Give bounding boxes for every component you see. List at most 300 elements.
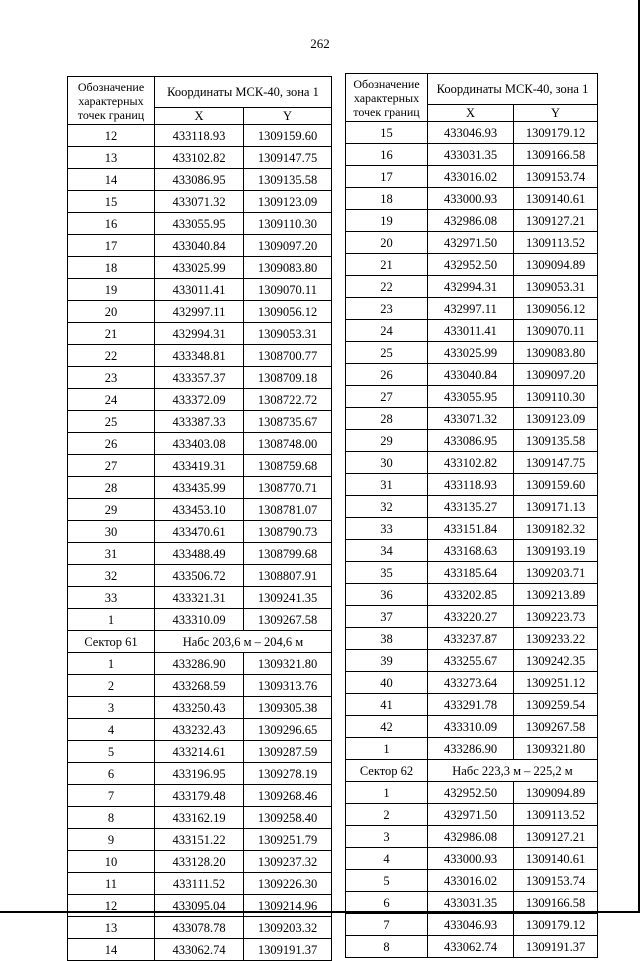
y-coordinate-cell: 1308748.00 <box>244 433 332 455</box>
x-coordinate-cell: 433071.32 <box>155 191 244 213</box>
y-coordinate-cell: 1309166.58 <box>514 144 598 166</box>
y-coordinate-cell: 1308770.71 <box>244 477 332 499</box>
point-number-cell: 5 <box>68 741 155 763</box>
x-coordinate-cell: 433055.95 <box>428 386 514 408</box>
y-coordinate-cell: 1309140.61 <box>514 848 598 870</box>
y-coordinate-cell: 1309305.38 <box>244 697 332 719</box>
table-row <box>346 496 598 518</box>
x-coordinate-cell: 432986.08 <box>428 210 514 232</box>
table-row <box>346 430 598 452</box>
point-number-cell: 8 <box>68 807 155 829</box>
point-number-cell: 4 <box>68 719 155 741</box>
point-number-cell: 12 <box>68 895 155 917</box>
x-coordinate-cell: 433357.37 <box>155 367 244 389</box>
point-number-cell: 21 <box>346 254 428 276</box>
x-coordinate-cell: 433214.61 <box>155 741 244 763</box>
table-row <box>68 675 332 697</box>
table-row <box>346 364 598 386</box>
point-number-cell: 30 <box>346 452 428 474</box>
table-row <box>346 386 598 408</box>
point-number-cell: 41 <box>346 694 428 716</box>
y-coordinate-cell: 1309226.30 <box>244 873 332 895</box>
table-row <box>346 540 598 562</box>
table-row <box>346 826 598 848</box>
x-coordinate-cell: 433151.22 <box>155 829 244 851</box>
y-coordinate-cell: 1309203.32 <box>244 917 332 939</box>
point-number-cell: 13 <box>68 917 155 939</box>
point-number-cell: 35 <box>346 562 428 584</box>
table-row <box>346 804 598 826</box>
x-coordinate-cell: 433237.87 <box>428 628 514 650</box>
x-coordinate-cell: 433071.32 <box>428 408 514 430</box>
point-number-cell: 15 <box>346 122 428 144</box>
point-number-cell: 24 <box>68 389 155 411</box>
x-coordinate-cell: 433102.82 <box>428 452 514 474</box>
table-row <box>346 650 598 672</box>
point-number-cell: 33 <box>346 518 428 540</box>
table-row <box>346 276 598 298</box>
y-coordinate-cell: 1309287.59 <box>244 741 332 763</box>
x-coordinate-cell: 432952.50 <box>428 254 514 276</box>
x-coordinate-cell: 433151.84 <box>428 518 514 540</box>
table-row <box>346 408 598 430</box>
table-row <box>346 122 598 144</box>
table-row <box>68 609 332 631</box>
table-row <box>346 320 598 342</box>
point-number-cell: 10 <box>68 851 155 873</box>
y-coordinate-cell: 1309321.80 <box>244 653 332 675</box>
point-number-cell: 13 <box>68 147 155 169</box>
table-row <box>68 323 332 345</box>
y-coordinate-cell: 1309268.46 <box>244 785 332 807</box>
y-coordinate-cell: 1309056.12 <box>514 298 598 320</box>
point-number-cell: 17 <box>68 235 155 257</box>
point-number-cell: 22 <box>68 345 155 367</box>
x-coordinate-cell: 433078.78 <box>155 917 244 939</box>
table-row <box>346 716 598 738</box>
table-row <box>346 342 598 364</box>
x-coordinate-cell: 433291.78 <box>428 694 514 716</box>
y-coordinate-cell: 1309110.30 <box>244 213 332 235</box>
point-number-cell: 26 <box>346 364 428 386</box>
y-coordinate-cell: 1309094.89 <box>514 782 598 804</box>
y-coordinate-cell: 1309083.80 <box>244 257 332 279</box>
x-coordinate-cell: 433179.48 <box>155 785 244 807</box>
table-row <box>68 939 332 961</box>
y-coordinate-cell: 1309213.89 <box>514 584 598 606</box>
y-coordinate-cell: 1308722.72 <box>244 389 332 411</box>
point-number-cell: 17 <box>346 166 428 188</box>
y-coordinate-cell: 1309113.52 <box>514 804 598 826</box>
table-row <box>346 452 598 474</box>
table-row <box>346 254 598 276</box>
table-row <box>346 166 598 188</box>
table-row <box>68 279 332 301</box>
y-coordinate-cell: 1309140.61 <box>514 188 598 210</box>
table-row <box>68 587 332 609</box>
y-coordinate-cell: 1309070.11 <box>244 279 332 301</box>
x-coordinate-cell: 433000.93 <box>428 848 514 870</box>
x-coordinate-cell: 433031.35 <box>428 144 514 166</box>
x-coordinate-cell: 433286.90 <box>155 653 244 675</box>
x-coordinate-cell: 433031.35 <box>428 892 514 914</box>
x-coordinate-cell: 433135.27 <box>428 496 514 518</box>
y-coordinate-cell: 1309203.71 <box>514 562 598 584</box>
table-row <box>68 147 332 169</box>
x-coordinate-cell: 433111.52 <box>155 873 244 895</box>
x-coordinate-cell: 433086.95 <box>428 430 514 452</box>
table-row <box>68 917 332 939</box>
x-coordinate-cell: 433118.93 <box>428 474 514 496</box>
y-coordinate-cell: 1308735.67 <box>244 411 332 433</box>
x-coordinate-cell: 433016.02 <box>428 870 514 892</box>
x-coordinate-cell: 433310.09 <box>428 716 514 738</box>
point-number-cell: 31 <box>68 543 155 565</box>
point-number-cell: 1 <box>346 782 428 804</box>
sector-name: Сектор 61 <box>68 631 155 653</box>
x-coordinate-cell: 433128.20 <box>155 851 244 873</box>
table-row <box>68 807 332 829</box>
x-coordinate-cell: 433202.85 <box>428 584 514 606</box>
point-number-cell: 14 <box>68 169 155 191</box>
x-coordinate-cell: 433321.31 <box>155 587 244 609</box>
x-coordinate-cell: 433196.95 <box>155 763 244 785</box>
y-coordinate-cell: 1309259.54 <box>514 694 598 716</box>
y-coordinate-cell: 1309267.58 <box>244 609 332 631</box>
header-coordinates: Координаты МСК-40, зона 1 <box>428 74 598 105</box>
x-coordinate-cell: 433162.19 <box>155 807 244 829</box>
x-coordinate-cell: 433086.95 <box>155 169 244 191</box>
y-coordinate-cell: 1309135.58 <box>244 169 332 191</box>
point-number-cell: 38 <box>346 628 428 650</box>
point-number-cell: 29 <box>68 499 155 521</box>
y-coordinate-cell: 1309094.89 <box>514 254 598 276</box>
coordinates-table-left <box>67 76 332 961</box>
x-coordinate-cell: 433046.93 <box>428 914 514 936</box>
y-coordinate-cell: 1309242.35 <box>514 650 598 672</box>
y-coordinate-cell: 1309097.20 <box>244 235 332 257</box>
x-coordinate-cell: 432986.08 <box>428 826 514 848</box>
table-row <box>68 895 332 917</box>
table-row <box>68 301 332 323</box>
x-coordinate-cell: 433453.10 <box>155 499 244 521</box>
sector-depth: Набс 203,6 м – 204,6 м <box>155 631 332 653</box>
y-coordinate-cell: 1309153.74 <box>514 870 598 892</box>
y-coordinate-cell: 1309135.58 <box>514 430 598 452</box>
x-coordinate-cell: 433220.27 <box>428 606 514 628</box>
point-number-cell: 32 <box>346 496 428 518</box>
page-number: 262 <box>310 36 330 51</box>
x-coordinate-cell: 432997.11 <box>428 298 514 320</box>
table-row <box>68 521 332 543</box>
y-coordinate-cell: 1309127.21 <box>514 210 598 232</box>
y-coordinate-cell: 1309237.32 <box>244 851 332 873</box>
table-row <box>346 738 598 760</box>
x-coordinate-cell: 433348.81 <box>155 345 244 367</box>
y-coordinate-cell: 1309251.79 <box>244 829 332 851</box>
y-coordinate-cell: 1309296.65 <box>244 719 332 741</box>
point-number-cell: 29 <box>346 430 428 452</box>
table-row <box>346 144 598 166</box>
table-row <box>346 870 598 892</box>
y-coordinate-cell: 1309123.09 <box>514 408 598 430</box>
point-number-cell: 33 <box>68 587 155 609</box>
y-coordinate-cell: 1309179.12 <box>514 122 598 144</box>
point-number-cell: 15 <box>68 191 155 213</box>
table-row <box>68 257 332 279</box>
point-number-cell: 28 <box>68 477 155 499</box>
table-row <box>346 188 598 210</box>
point-number-cell: 27 <box>68 455 155 477</box>
point-number-cell: 21 <box>68 323 155 345</box>
y-coordinate-cell: 1309251.12 <box>514 672 598 694</box>
y-coordinate-cell: 1309182.32 <box>514 518 598 540</box>
y-coordinate-cell: 1308807.91 <box>244 565 332 587</box>
y-coordinate-cell: 1309179.12 <box>514 914 598 936</box>
x-coordinate-cell: 433488.49 <box>155 543 244 565</box>
point-number-cell: 2 <box>346 804 428 826</box>
header-x: X <box>155 108 244 125</box>
table-row <box>68 785 332 807</box>
y-coordinate-cell: 1309056.12 <box>244 301 332 323</box>
y-coordinate-cell: 1308781.07 <box>244 499 332 521</box>
y-coordinate-cell: 1309083.80 <box>514 342 598 364</box>
y-coordinate-cell: 1308759.68 <box>244 455 332 477</box>
sector-name: Сектор 62 <box>346 760 428 782</box>
point-number-cell: 16 <box>68 213 155 235</box>
sector-row <box>68 631 332 653</box>
header-y: Y <box>244 108 332 125</box>
y-coordinate-cell: 1309223.73 <box>514 606 598 628</box>
point-number-cell: 6 <box>68 763 155 785</box>
y-coordinate-cell: 1308709.18 <box>244 367 332 389</box>
table-row <box>68 851 332 873</box>
y-coordinate-cell: 1309053.31 <box>244 323 332 345</box>
table-row <box>346 694 598 716</box>
table-row <box>68 191 332 213</box>
table-row <box>346 848 598 870</box>
point-number-cell: 3 <box>68 697 155 719</box>
table-row <box>68 389 332 411</box>
point-number-cell: 20 <box>68 301 155 323</box>
table-row <box>68 565 332 587</box>
table-row <box>346 606 598 628</box>
point-number-cell: 19 <box>68 279 155 301</box>
x-coordinate-cell: 433372.09 <box>155 389 244 411</box>
table-row <box>68 367 332 389</box>
table-body-left <box>68 125 332 961</box>
table-row <box>68 169 332 191</box>
y-coordinate-cell: 1309258.40 <box>244 807 332 829</box>
x-coordinate-cell: 433025.99 <box>428 342 514 364</box>
x-coordinate-cell: 432997.11 <box>155 301 244 323</box>
y-coordinate-cell: 1308799.68 <box>244 543 332 565</box>
x-coordinate-cell: 433016.02 <box>428 166 514 188</box>
y-coordinate-cell: 1309171.13 <box>514 496 598 518</box>
point-number-cell: 4 <box>346 848 428 870</box>
x-coordinate-cell: 433286.90 <box>428 738 514 760</box>
point-number-cell: 7 <box>68 785 155 807</box>
table-row <box>346 518 598 540</box>
x-coordinate-cell: 433025.99 <box>155 257 244 279</box>
table-row <box>68 499 332 521</box>
point-number-cell: 25 <box>68 411 155 433</box>
table-row <box>346 936 598 958</box>
point-number-cell: 1 <box>346 738 428 760</box>
point-number-cell: 16 <box>346 144 428 166</box>
x-coordinate-cell: 433435.99 <box>155 477 244 499</box>
x-coordinate-cell: 433268.59 <box>155 675 244 697</box>
x-coordinate-cell: 433470.61 <box>155 521 244 543</box>
y-coordinate-cell: 1309321.80 <box>514 738 598 760</box>
x-coordinate-cell: 433403.08 <box>155 433 244 455</box>
table-row <box>68 411 332 433</box>
x-coordinate-cell: 433046.93 <box>428 122 514 144</box>
point-number-cell: 18 <box>346 188 428 210</box>
table-row <box>68 455 332 477</box>
y-coordinate-cell: 1309159.60 <box>514 474 598 496</box>
point-number-cell: 26 <box>68 433 155 455</box>
x-coordinate-cell: 433506.72 <box>155 565 244 587</box>
x-coordinate-cell: 432994.31 <box>155 323 244 345</box>
table-row <box>68 741 332 763</box>
point-number-cell: 24 <box>346 320 428 342</box>
point-number-cell: 12 <box>68 125 155 147</box>
x-coordinate-cell: 433255.67 <box>428 650 514 672</box>
point-number-cell: 22 <box>346 276 428 298</box>
table-row <box>68 763 332 785</box>
point-number-cell: 5 <box>346 870 428 892</box>
y-coordinate-cell: 1308790.73 <box>244 521 332 543</box>
x-coordinate-cell: 433062.74 <box>155 939 244 961</box>
point-number-cell: 27 <box>346 386 428 408</box>
sector-depth: Набс 223,3 м – 225,2 м <box>428 760 598 782</box>
table-row <box>68 433 332 455</box>
point-number-cell: 36 <box>346 584 428 606</box>
table-row <box>68 543 332 565</box>
y-coordinate-cell: 1309053.31 <box>514 276 598 298</box>
header-coordinates: Координаты МСК-40, зона 1 <box>155 77 332 108</box>
table-row <box>346 672 598 694</box>
x-coordinate-cell: 433387.33 <box>155 411 244 433</box>
y-coordinate-cell: 1309278.19 <box>244 763 332 785</box>
point-number-cell: 37 <box>346 606 428 628</box>
table-row <box>346 210 598 232</box>
x-coordinate-cell: 433040.84 <box>428 364 514 386</box>
y-coordinate-cell: 1309127.21 <box>514 826 598 848</box>
coordinates-table-right <box>345 73 598 958</box>
table-row <box>346 584 598 606</box>
table-row <box>68 653 332 675</box>
table-row <box>346 474 598 496</box>
y-coordinate-cell: 1309214.96 <box>244 895 332 917</box>
y-coordinate-cell: 1309097.20 <box>514 364 598 386</box>
x-coordinate-cell: 433250.43 <box>155 697 244 719</box>
x-coordinate-cell: 433102.82 <box>155 147 244 169</box>
x-coordinate-cell: 433011.41 <box>155 279 244 301</box>
point-number-cell: 8 <box>346 936 428 958</box>
point-number-cell: 18 <box>68 257 155 279</box>
x-coordinate-cell: 433000.93 <box>428 188 514 210</box>
header-y: Y <box>514 105 598 122</box>
table-row <box>68 873 332 895</box>
y-coordinate-cell: 1309147.75 <box>244 147 332 169</box>
point-number-cell: 14 <box>68 939 155 961</box>
y-coordinate-cell: 1308700.77 <box>244 345 332 367</box>
header-point-label: Обозначение характерных точек границ <box>346 74 428 122</box>
table-row <box>346 628 598 650</box>
point-number-cell: 30 <box>68 521 155 543</box>
x-coordinate-cell: 432994.31 <box>428 276 514 298</box>
x-coordinate-cell: 433040.84 <box>155 235 244 257</box>
sector-row <box>346 760 598 782</box>
table-row <box>68 477 332 499</box>
table-row <box>68 345 332 367</box>
y-coordinate-cell: 1309153.74 <box>514 166 598 188</box>
point-number-cell: 2 <box>68 675 155 697</box>
point-number-cell: 20 <box>346 232 428 254</box>
y-coordinate-cell: 1309123.09 <box>244 191 332 213</box>
x-coordinate-cell: 433168.63 <box>428 540 514 562</box>
header-x: X <box>428 105 514 122</box>
y-coordinate-cell: 1309110.30 <box>514 386 598 408</box>
table-row <box>346 892 598 914</box>
point-number-cell: 1 <box>68 609 155 631</box>
y-coordinate-cell: 1309233.22 <box>514 628 598 650</box>
table-row <box>68 697 332 719</box>
x-coordinate-cell: 433273.64 <box>428 672 514 694</box>
table-row <box>68 235 332 257</box>
x-coordinate-cell: 432952.50 <box>428 782 514 804</box>
y-coordinate-cell: 1309070.11 <box>514 320 598 342</box>
point-number-cell: 32 <box>68 565 155 587</box>
y-coordinate-cell: 1309313.76 <box>244 675 332 697</box>
table-body-right <box>346 122 598 958</box>
point-number-cell: 6 <box>346 892 428 914</box>
point-number-cell: 11 <box>68 873 155 895</box>
point-number-cell: 25 <box>346 342 428 364</box>
table-row <box>346 782 598 804</box>
y-coordinate-cell: 1309147.75 <box>514 452 598 474</box>
x-coordinate-cell: 433232.43 <box>155 719 244 741</box>
x-coordinate-cell: 433118.93 <box>155 125 244 147</box>
point-number-cell: 19 <box>346 210 428 232</box>
x-coordinate-cell: 432971.50 <box>428 232 514 254</box>
y-coordinate-cell: 1309267.58 <box>514 716 598 738</box>
point-number-cell: 9 <box>68 829 155 851</box>
x-coordinate-cell: 433011.41 <box>428 320 514 342</box>
x-coordinate-cell: 433095.04 <box>155 895 244 917</box>
y-coordinate-cell: 1309166.58 <box>514 892 598 914</box>
x-coordinate-cell: 433310.09 <box>155 609 244 631</box>
point-number-cell: 28 <box>346 408 428 430</box>
point-number-cell: 42 <box>346 716 428 738</box>
header-point-label: Обозначение характерных точек границ <box>68 77 155 125</box>
x-coordinate-cell: 433055.95 <box>155 213 244 235</box>
point-number-cell: 7 <box>346 914 428 936</box>
y-coordinate-cell: 1309193.19 <box>514 540 598 562</box>
table-row <box>68 125 332 147</box>
y-coordinate-cell: 1309159.60 <box>244 125 332 147</box>
point-number-cell: 23 <box>346 298 428 320</box>
point-number-cell: 31 <box>346 474 428 496</box>
point-number-cell: 3 <box>346 826 428 848</box>
point-number-cell: 23 <box>68 367 155 389</box>
table-row <box>346 914 598 936</box>
y-coordinate-cell: 1309113.52 <box>514 232 598 254</box>
point-number-cell: 39 <box>346 650 428 672</box>
y-coordinate-cell: 1309191.37 <box>514 936 598 958</box>
